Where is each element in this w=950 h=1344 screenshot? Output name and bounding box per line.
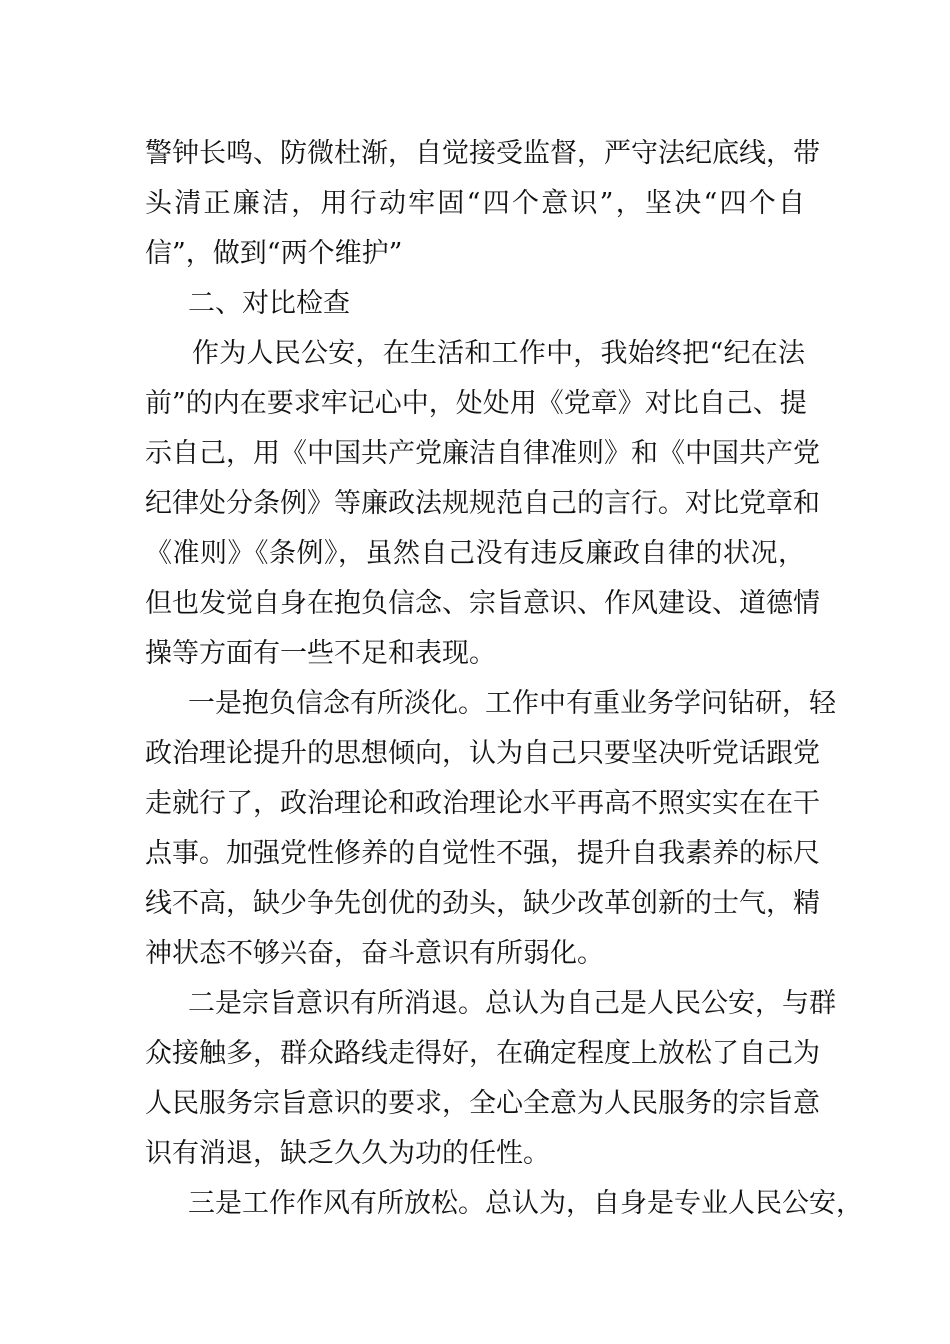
paragraph-line-9: 《准则》《条例》，虽然自己没有违反廉政自律的状况， bbox=[145, 538, 805, 569]
paragraph-line-17: 神状态不够兴奋，奋斗意识有所弱化。 bbox=[145, 938, 604, 969]
paragraph-line-14: 走就行了，政治理论和政治理论水平再高不照实实在在干 bbox=[145, 788, 820, 819]
paragraph-line-19: 众接触多，群众路线走得好，在确定程度上放松了自己为 bbox=[145, 1038, 820, 1069]
paragraph-line-3: 信”，做到“两个维护” bbox=[145, 238, 403, 269]
paragraph-line-21: 识有消退，缺乏久久为功的任性。 bbox=[145, 1138, 550, 1169]
paragraph-line-5: 作为人民公安，在生活和工作中，我始终把“纪在法 bbox=[192, 338, 805, 369]
paragraph-line-13: 政治理论提升的思想倾向，认为自己只要坚决听党话跟党 bbox=[145, 738, 820, 769]
paragraph-line-6: 前”的内在要求牢记心中，处处用《党章》对比自己、提 bbox=[145, 388, 807, 419]
paragraph-line-20: 人民服务宗旨意识的要求，全心全意为人民服务的宗旨意 bbox=[145, 1088, 820, 1119]
paragraph-line-8: 纪律处分条例》等廉政法规规范自己的言行。对比党章和 bbox=[145, 488, 820, 519]
paragraph-line-7: 示自己，用《中国共产党廉洁自律准则》和《中国共产党 bbox=[145, 438, 820, 469]
paragraph-line-10: 但也发觉自身在抱负信念、宗旨意识、作风建设、道德情 bbox=[145, 588, 820, 619]
paragraph-line-15: 点事。加强党性修养的自觉性不强，提升自我素养的标尺 bbox=[145, 838, 820, 869]
paragraph-line-22: 三是工作作风有所放松。总认为，自身是专业人民公安， bbox=[188, 1188, 863, 1219]
paragraph-line-18: 二是宗旨意识有所消退。总认为自己是人民公安，与群 bbox=[188, 988, 836, 1019]
paragraph-line-11: 操等方面有一些不足和表现。 bbox=[145, 638, 496, 669]
paragraph-line-2: 头清正廉洁，用行动牢固“四个意识”，坚决“四个自 bbox=[145, 188, 805, 219]
paragraph-line-16: 线不高，缺少争先创优的劲头，缺少改革创新的士气，精 bbox=[145, 888, 820, 919]
paragraph-line-12: 一是抱负信念有所淡化。工作中有重业务学问钻研，轻 bbox=[188, 688, 836, 719]
section-heading: 二、对比检查 bbox=[188, 288, 350, 319]
paragraph-line-1: 警钟长鸣、防微杜渐，自觉接受监督，严守法纪底线，带 bbox=[145, 138, 820, 169]
